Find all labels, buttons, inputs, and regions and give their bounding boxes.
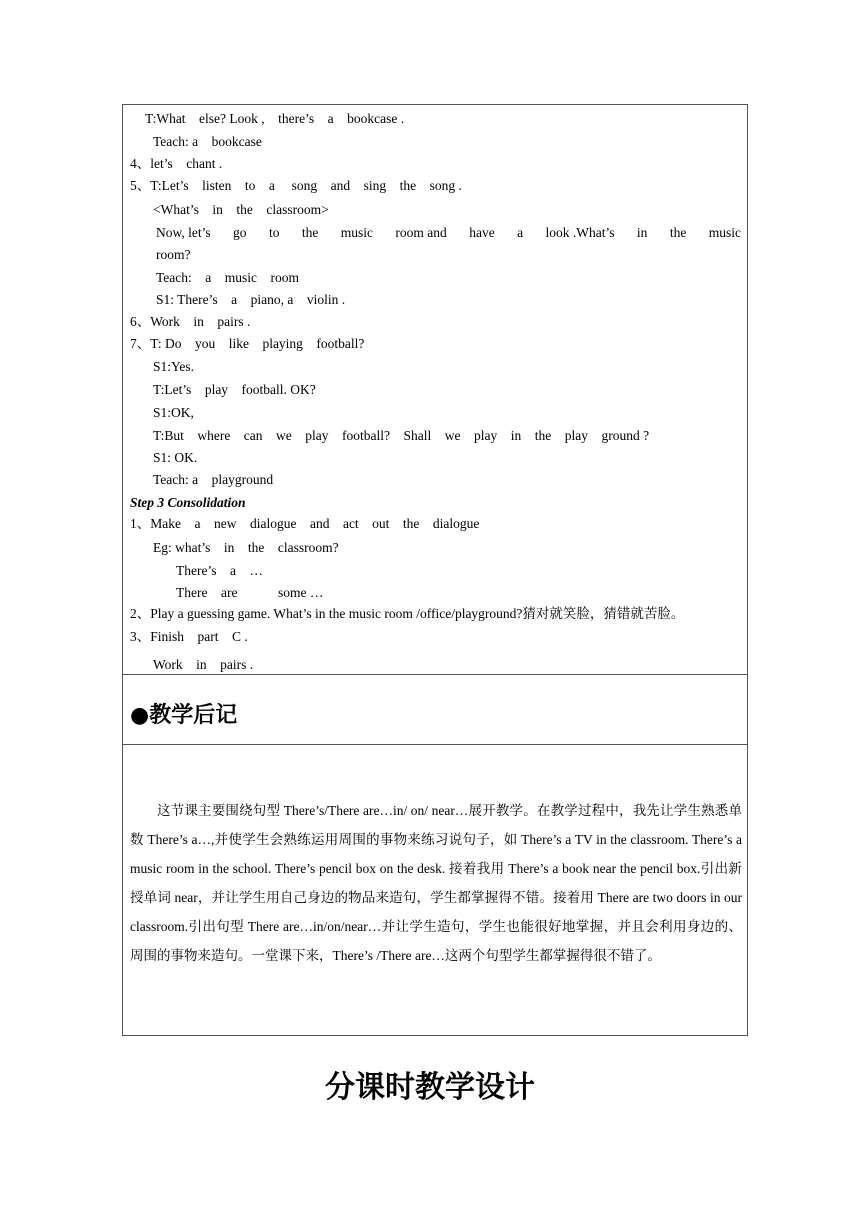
word: the <box>301 225 319 240</box>
text-line: 2、Play a guessing game. What’s in the music room /office/playground?猜对就笑脸，猜错就苦脸。 <box>130 606 685 621</box>
table-divider <box>122 744 748 745</box>
text-line: Teach: a playground <box>153 472 274 487</box>
text-line: room? <box>156 247 191 262</box>
justified-line <box>156 225 741 241</box>
word: go <box>233 225 247 240</box>
word: look .What’s <box>545 225 615 240</box>
text-line: S1: There’s a piano, a violin . <box>156 292 346 307</box>
word: music <box>708 225 741 240</box>
text-line: There are some … <box>176 585 324 600</box>
text-line: S1:OK, <box>153 405 194 420</box>
text-line: Work in pairs . <box>153 657 254 672</box>
text-line: 6、Work in pairs . <box>130 314 251 329</box>
section-heading: ●教学后记 <box>130 703 238 728</box>
step-heading: Step 3 Consolidation <box>130 495 246 510</box>
word: in <box>636 225 648 240</box>
table-divider <box>122 674 748 675</box>
text-line: 1、Make a new dialogue and act out the dialogue <box>130 516 480 531</box>
word: music <box>340 225 374 240</box>
text-line: 4、let’s chant . <box>130 156 223 171</box>
text-line: Teach: a bookcase <box>153 134 262 149</box>
word: a <box>517 225 524 240</box>
word: have <box>469 225 495 240</box>
text-line: Teach: a music room <box>156 270 300 285</box>
word: room and <box>395 225 447 240</box>
word: the <box>669 225 687 240</box>
page-title: 分课时教学设计 <box>325 1070 535 1105</box>
text-line: S1: OK. <box>153 450 198 465</box>
text-line: <What’s in the classroom> <box>153 202 329 217</box>
text-line: 3、Finish part C . <box>130 629 248 644</box>
text-line: There’s a … <box>176 563 263 578</box>
reflection-paragraph: 这节课主要围绕句型 There’s/There are…in/ on/ near…展开教学。在教学过程中，我先让学生熟悉单数 There’s a…,并使学生会熟练运用周围的事物来练习说句子，如 There’s a TV in the classroom. There’s a music room in the school. There’s pencil box on the desk. 接着我用 There’s a book near the pencil box.引出新授单词 near，并让学生用自己身边的物品来造句，学生都掌握得不错。接着用 There are two doors in our classroom.引出句型 There are…in/on/near…并让学生造句，学生也能很好地掌握，并且会利用身边的、周围的事物来造句。一堂课下来，There’s /There are…这两个句型学生都掌握得很不错了。 <box>130 803 742 963</box>
text-line: Eg: what’s in the classroom? <box>153 540 339 555</box>
text-line: T:But where can we play football? Shall we play in the play ground ? <box>153 428 650 443</box>
text-line: 7、T: Do you like playing football? <box>130 336 365 351</box>
text-line: T:What else? Look , there’s a bookcase . <box>145 111 405 126</box>
text-line: 5、T:Let’s listen to a song and sing the song . <box>130 178 462 193</box>
word: to <box>268 225 280 240</box>
word: Now, let’s <box>156 225 211 240</box>
text-line: T:Let’s play football. OK? <box>153 382 316 397</box>
text-line: S1:Yes. <box>153 359 195 374</box>
